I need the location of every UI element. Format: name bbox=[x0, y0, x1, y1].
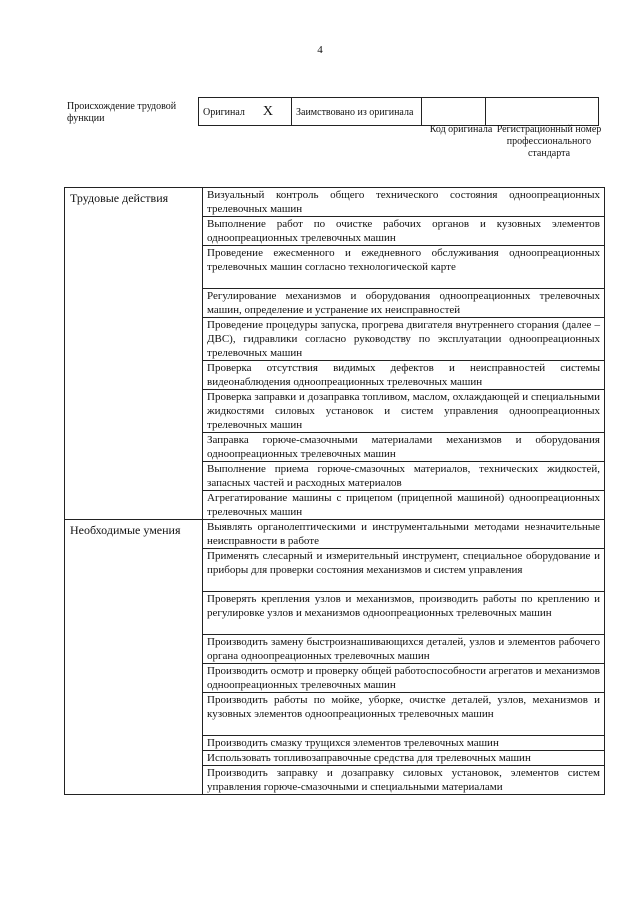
origin-table bbox=[198, 97, 599, 126]
labor-action-item: Заправка горюче-смазочными материалами механизмов и оборудования одноопреационных трелевочных машин bbox=[203, 433, 605, 462]
skill-item: Использовать топливозаправочные средства для трелевочных машин bbox=[203, 751, 605, 766]
skill-item: Производить заправку и дозаправку силовых установок, элементов систем управления горюче-смазочными и специальными материалами bbox=[203, 766, 605, 795]
original-mark: X bbox=[262, 103, 274, 119]
labor-action-item: Выполнение работ по очистке рабочих органов и кузовных элементов одноопреационных трелевочных машин bbox=[203, 217, 605, 246]
labor-action-item: Проверка отсутствия видимых дефектов и неисправностей системы видеонаблюдения одноопреационных трелевочных машин bbox=[203, 361, 605, 390]
labor-action-item: Проверка заправки и дозаправка топливом, маслом, охлаждающей и специальными жидкостями силовых установок и систем управления одноопреационных трелевочных машин bbox=[203, 390, 605, 433]
code-cell bbox=[422, 98, 486, 126]
labor-action-item: Проведение процедуры запуска, прогрева двигателя внутреннего сгорания (далее – ДВС), гидравлики согласно руководству по эксплуатации одноопреационных трелевочных машин bbox=[203, 318, 605, 361]
borrowed-cell: Заимствовано из оригинала bbox=[292, 98, 422, 126]
origin-label: Происхождение трудовой функции bbox=[67, 101, 177, 124]
skill-item: Проверять крепления узлов и механизмов, производить работы по креплению и регулировке узлов и механизмов одноопреационных трелевочных машин bbox=[203, 592, 605, 635]
skill-item: Выявлять органолептическими и инструментальными методами незначительные неисправности в работе bbox=[203, 520, 605, 549]
skill-item: Производить осмотр и проверку общей работоспособности агрегатов и механизмов одноопреационных трелевочных машин bbox=[203, 664, 605, 693]
labor-action-item: Выполнение приема горюче-смазочных материалов, технических жидкостей, запасных частей и расходных материалов bbox=[203, 462, 605, 491]
skill-item: Производить смазку трущихся элементов трелевочных машин bbox=[203, 736, 605, 751]
labor-actions-heading: Трудовые действия bbox=[65, 188, 203, 520]
original-cell bbox=[199, 98, 292, 126]
required-skills-heading: Необходимые умения bbox=[65, 520, 203, 795]
functions-table bbox=[64, 187, 605, 795]
page-number: 4 bbox=[317, 44, 323, 56]
skill-item: Производить замену быстроизнашивающихся деталей, узлов и элементов рабочего органа одноопреационных трелевочных машин bbox=[203, 635, 605, 664]
code-original-label: Код оригинала bbox=[429, 124, 493, 135]
labor-action-item: Агрегатирование машины с прицепом (прицепной машиной) одноопреационных трелевочных машин bbox=[203, 491, 605, 520]
reg-number-label: Регистрационный номер профессионального стандарта bbox=[496, 124, 602, 159]
labor-action-item: Визуальный контроль общего технического состояния одноопреационных трелевочных машин bbox=[203, 188, 605, 217]
labor-action-item: Регулирование механизмов и оборудования одноопреационных трелевочных машин, определение и устранение их неисправностей bbox=[203, 289, 605, 318]
skill-item: Производить работы по мойке, уборке, очистке деталей, узлов, механизмов и кузовных элементов одноопреационных трелевочных машин bbox=[203, 693, 605, 736]
original-label: Оригинал bbox=[203, 106, 245, 118]
required-skills-section bbox=[65, 520, 605, 795]
skill-item: Применять слесарный и измерительный инструмент, специальное оборудование и приборы для проверки состояния механизмов и систем управления bbox=[203, 549, 605, 592]
reg-number-cell bbox=[486, 98, 599, 126]
labor-actions-section bbox=[65, 188, 605, 520]
labor-action-item: Проведение ежесменного и ежедневного обслуживания одноопреационных трелевочных машин согласно технологической карте bbox=[203, 246, 605, 289]
